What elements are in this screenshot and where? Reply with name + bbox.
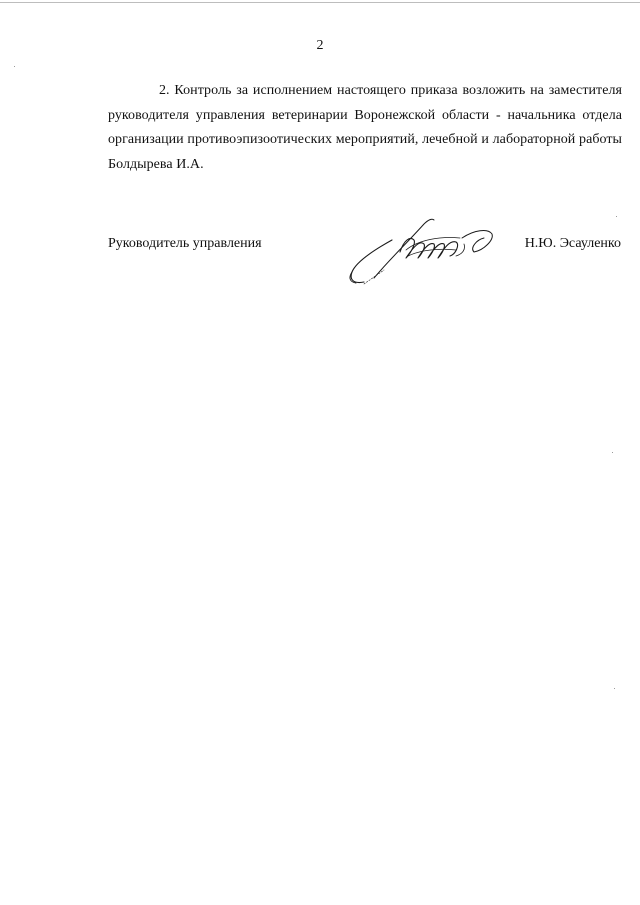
page-top-edge [0,2,640,3]
page-number: 2 [316,38,324,53]
scan-speck [616,216,617,217]
signer-name: Н.Ю. Эсауленко [524,236,621,251]
scan-speck [614,688,615,689]
handwritten-signature-icon [344,210,504,290]
signer-title: Руководитель управления [108,236,262,251]
body-paragraph: 2. Контроль за исполнением настоящего приказа возложить на заместителя руководителя управления ветеринарии Воронежской области - начальника отдела организации противоэпизоотических мероприятий, лечебной и лабораторной работы Болдырева И.А. [108,83,622,172]
scan-speck [14,66,15,67]
scan-speck [612,452,613,453]
